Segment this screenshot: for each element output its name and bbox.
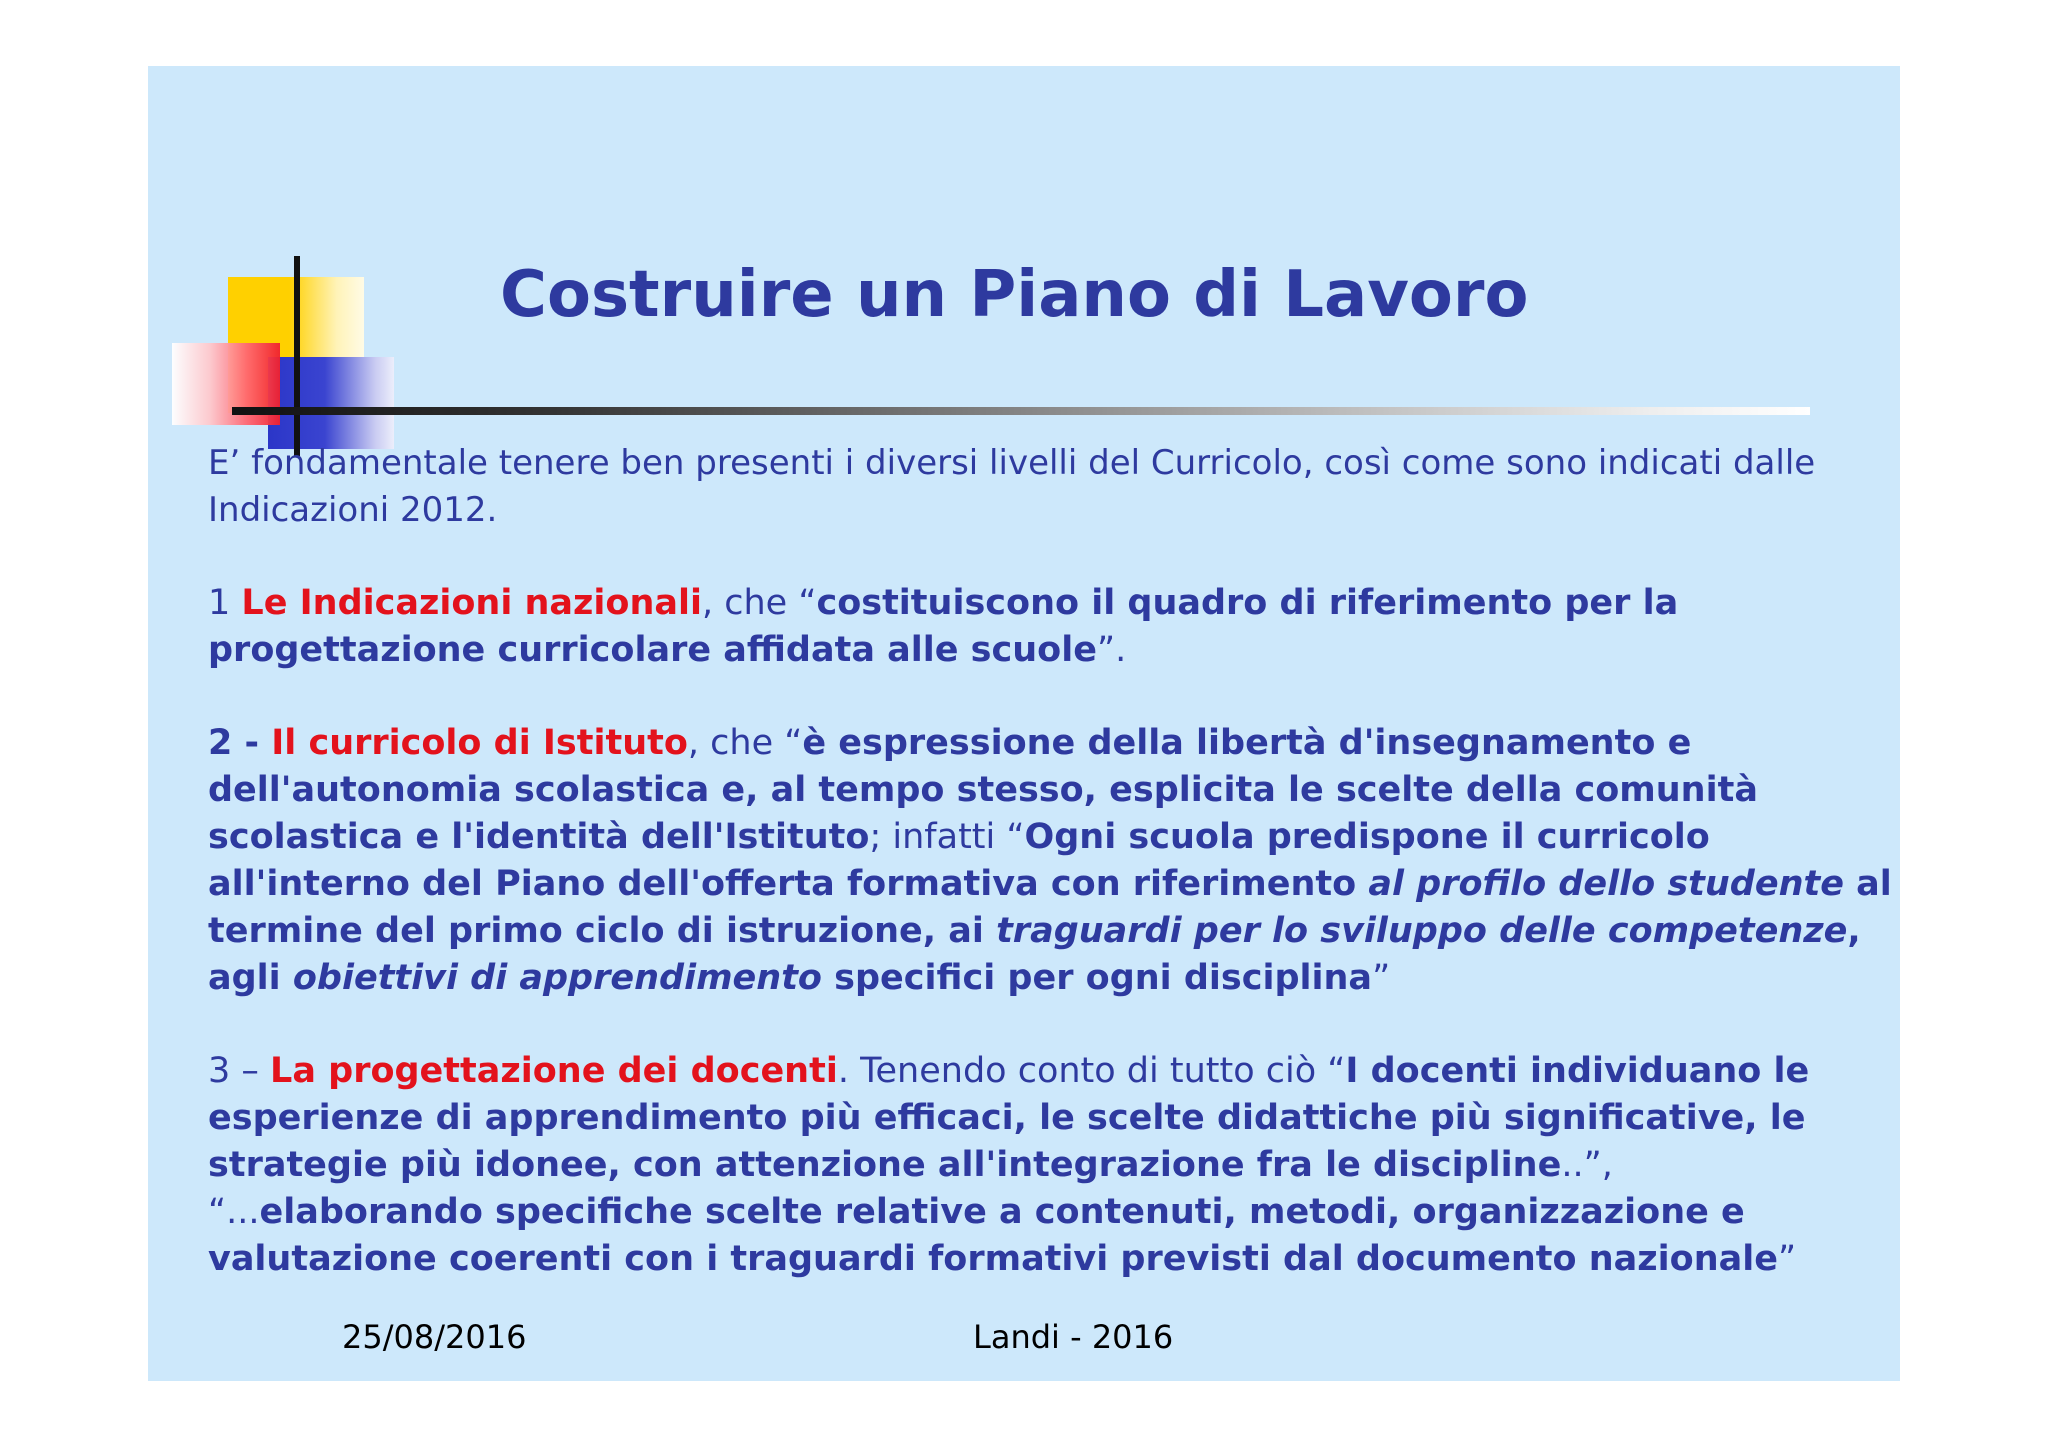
item-1-end: ”.	[1096, 630, 1127, 670]
item-1-paragraph	[208, 580, 1898, 674]
item-2-paragraph	[208, 720, 1898, 1002]
item-3-connector-2: ..”, “...	[208, 1145, 1613, 1232]
item-3-heading: La progettazione dei docenti	[270, 1051, 838, 1091]
title-underline	[232, 407, 1810, 415]
decor-blue-square	[268, 357, 394, 449]
item-2-quote-1: è espressione della libertà d'insegnamento e dell'autonomia scolastica e, al tempo stesso, esplicita le scelte della comunità scolastica e l'identità dell'Istituto	[208, 723, 1758, 857]
item-2-number: 2 -	[208, 723, 272, 763]
item-2-quote-2b: al termine del primo ciclo di istruzione, ai	[208, 864, 1892, 951]
item-2-italic-2: traguardi per lo sviluppo delle competenze	[996, 911, 1848, 951]
slide-body	[208, 440, 1898, 1283]
item-3-paragraph	[208, 1048, 1898, 1283]
item-1-connector: , che “	[701, 583, 817, 623]
item-3-end: ”	[1777, 1239, 1797, 1279]
footer-date: 25/08/2016	[342, 1318, 527, 1356]
item-3-connector: . Tenendo conto di tutto ciò “	[837, 1051, 1346, 1091]
footer-author: Landi - 2016	[973, 1318, 1174, 1356]
decor-vertical-line	[294, 256, 300, 456]
item-1-number: 1	[208, 583, 242, 623]
item-3-number: 3 –	[208, 1051, 271, 1091]
item-2-heading: Il curricolo di Istituto	[271, 723, 688, 763]
slide-title: Costruire un Piano di Lavoro	[500, 258, 1529, 332]
intro-paragraph: E’ fondamentale tenere ben presenti i diversi livelli del Curricolo, così come sono indicati dalle Indicazioni 2012.	[208, 443, 1816, 530]
item-2-end: ”	[1372, 958, 1391, 998]
item-2-quote-2c: , agli	[208, 911, 1861, 998]
item-2-quote-2a: Ogni scuola predispone il curricolo all'interno del Piano dell'offerta formativa con riferimento	[208, 817, 1710, 904]
item-1-heading: Le Indicazioni nazionali	[241, 583, 702, 623]
item-2-connector-2: ; infatti “	[869, 817, 1025, 857]
item-2-italic-1: al profilo dello studente	[1368, 864, 1844, 904]
item-3-quote-1: I docenti individuano le esperienze di apprendimento più efficaci, le scelte didattiche più significative, le strategie più idonee, con attenzione all'integrazione fra le discipline	[208, 1051, 1810, 1185]
item-2-quote-2d: specifici per ogni disciplina	[821, 958, 1373, 998]
item-2-italic-3: obiettivi di apprendimento	[292, 958, 822, 998]
item-2-connector: , che “	[687, 723, 803, 763]
item-1-quote: costituiscono il quadro di riferimento per la progettazione curricolare affidata alle scuole	[208, 583, 1679, 670]
item-3-quote-2: elaborando specifiche scelte relative a contenuti, metodi, organizzazione e valutazione coerenti con i traguardi formativi previsti dal documento nazionale	[208, 1192, 1778, 1279]
